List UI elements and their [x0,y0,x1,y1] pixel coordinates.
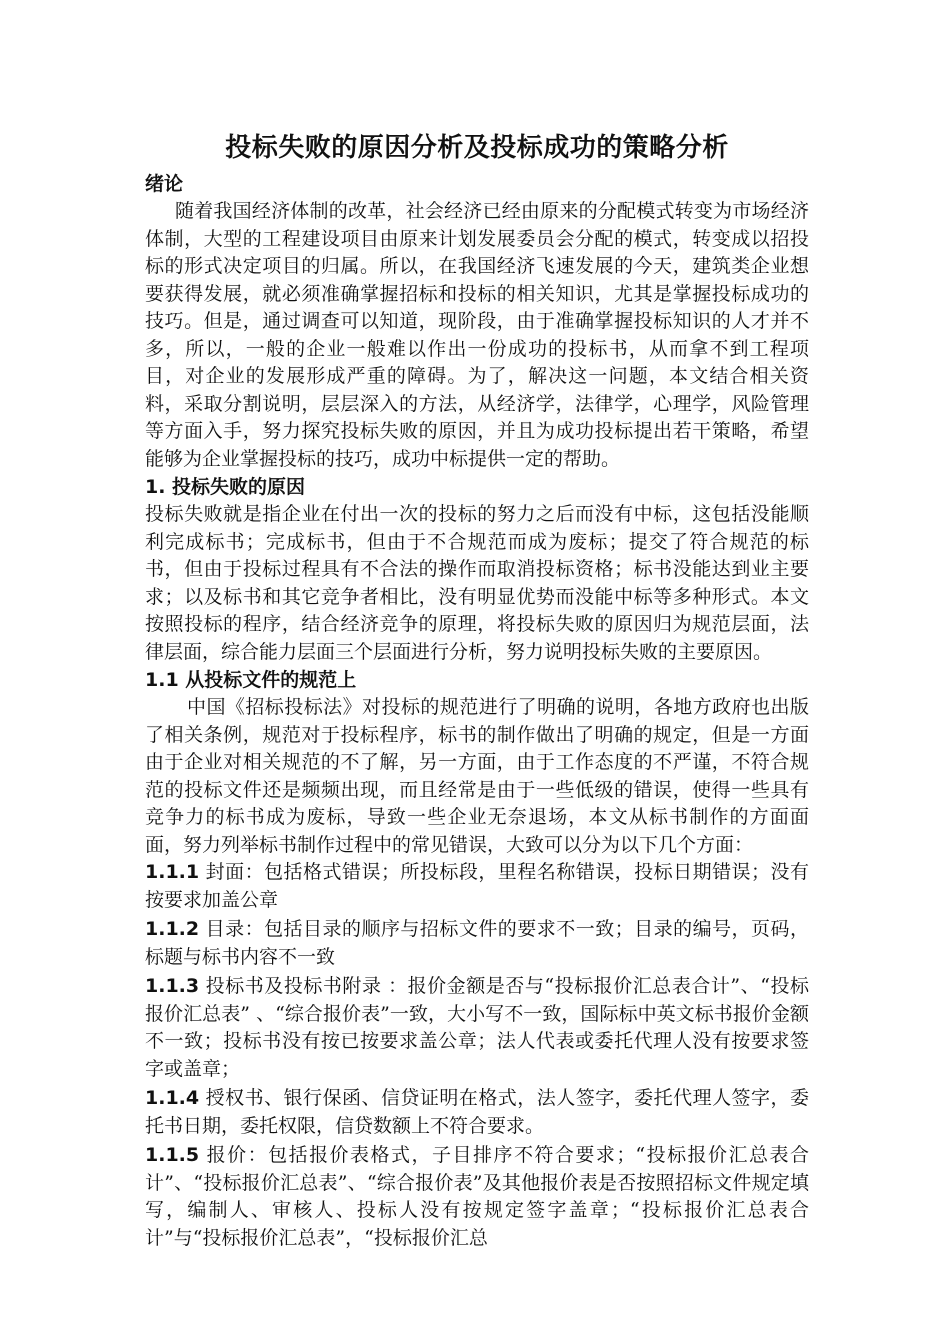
list-item [145,1142,809,1252]
item-text: 目录：包括目录的顺序与招标文件的要求不一致；目录的编号，页码，标题与标书内容不一致 [145,918,809,968]
item-number: 1.1.4 [145,1087,200,1109]
section-1-paragraph: 投标失败就是指企业在付出一次的投标的努力之后而没有中标，这包括没能顺利完成标书；完成标书，但由于不合规范而成为废标；提交了符合规范的标书，但由于投标过程具有不合法的操作而取消投标资格；标书没能达到业主要求；以及标书和其它竞争者相比，没有明显优势而没能中标等多种形式。本文按照投标的程序，结合经济竞争的原理，将投标失败的原因归为规范层面，法律层面，综合能力层面三个层面进行分析，努力说明投标失败的主要原因。 [145,503,809,663]
section-1-1-heading: 1.1 从投标文件的规范上 [145,669,357,691]
intro-paragraph: 随着我国经济体制的改革，社会经济已经由原来的分配模式转变为市场经济体制，大型的工程建设项目由原来计划发展委员会分配的模式，转变成以招投标的形式决定项目的归属。所以，在我国经济飞速发展的今天，建筑类企业想要获得发展，就必须准确掌握招标和投标的相关知识，尤其是掌握投标成功的技巧。但是，通过调查可以知道，现阶段，由于准确掌握投标知识的人才并不多，所以，一般的企业一般难以作出一份成功的投标书，从而拿不到工程项目，对企业的发展形成严重的障碍。为了，解决这一问题，本文结合相关资料，采取分割说明，层层深入的方法，从经济学，法律学，心理学，风险管理等方面入手，努力探究投标失败的原因，并且为成功投标提出若干策略，希望能够为企业掌握投标的技巧，成功中标提供一定的帮助。 [145,200,809,470]
intro-heading: 绪论 [145,173,184,195]
list-item [145,916,809,971]
item-text: 报价：包括报价表格式，子目排序不符合要求；“投标报价汇总表合计”、“投标报价汇总表”、“综合报价表”及其他报价表是否按照招标文件规定填写，编制人、审核人、投标人没有按规定签字盖章；“投标报价汇总表合计”与“投标报价汇总表”，“投标报价汇总 [145,1144,809,1249]
section-1-heading: 1. 投标失败的原因 [145,476,306,498]
item-number: 1.1.1 [145,861,200,883]
item-text: 封面：包括格式错误；所投标段，里程名称错误，投标日期错误；没有按要求加盖公章 [145,861,809,911]
item-text: 投标书及投标书附录 ：报价金额是否与“投标报价汇总表合计”、“投标报价汇总表” 、“综合报价表”一致，大小写不一致，国际标中英文标书报价金额不一致；投标书没有按已按要求盖公章；法人代表或委托代理人没有按要求签字或盖章； [145,975,809,1080]
item-number: 1.1.3 [145,975,200,997]
item-number: 1.1.5 [145,1144,200,1166]
section-1-1-paragraph: 中国《招标投标法》对投标的规范进行了明确的说明，各地方政府也出版了相关条例，规范对于投标程序，标书的制作做出了明确的规定，但是一方面由于企业对相关规范的不了解，另一方面，由于工作态度的不严谨，不符合规范的投标文件还是频频出现，而且经常是由于一些低级的错误，使得一些具有竞争力的标书成为废标，导致一些企业无奈退场，本文从标书制作的方面面面，努力列举标书制作过程中的常见错误，大致可以分为以下几个方面： [145,696,809,856]
list-item [145,1085,809,1140]
item-number: 1.1.2 [145,918,200,940]
item-text: 授权书、银行保函、信贷证明在格式，法人签字，委托代理人签字，委托书日期，委托权限，信贷数额上不符合要求。 [145,1087,809,1137]
document-title: 投标失败的原因分析及投标成功的策略分析 [225,133,729,163]
list-item [145,859,809,914]
list-item [145,973,809,1083]
document-page [145,128,809,1254]
